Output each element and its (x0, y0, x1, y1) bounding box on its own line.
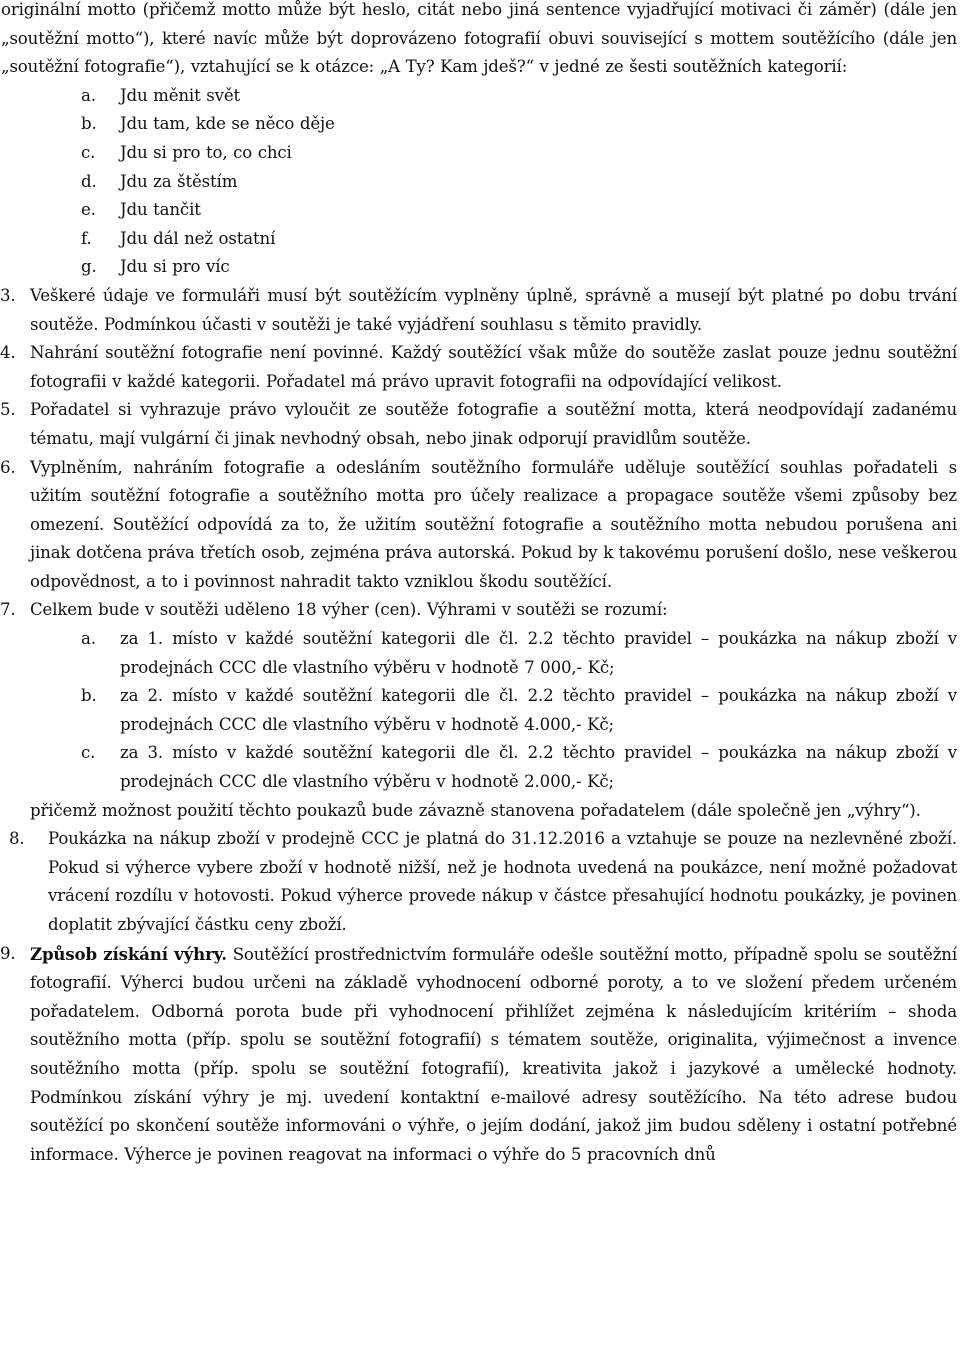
category-letter: a. (81, 85, 96, 105)
prize-item (0, 739, 957, 796)
prize-letter: c. (81, 743, 96, 763)
category-item (0, 110, 957, 139)
category-item (0, 196, 957, 225)
category-letter: f. (81, 228, 92, 248)
category-text: Jdu za štěstím (120, 171, 238, 191)
rule-text: Pořadatel si vyhrazuje právo vyloučit ze soutěže fotografie a soutěžní motta, která neodpovídají zadanému tématu, mají vulgární či jinak nevhodný obsah, nebo jinak odporují pravidlům soutěže. (30, 400, 957, 448)
rule-item-3 (0, 282, 957, 339)
rule-item-8 (0, 825, 957, 939)
rule-text: Veškeré údaje ve formuláři musí být soutěžícím vyplněny úplně, správně a musejí být platné po dobu trvání soutěže. Podmínkou účasti v soutěži je také vyjádření souhlasu s těmito pravidly. (30, 285, 957, 334)
prize-text: za 2. místo v každé soutěžní kategorii dle čl. 2.2 těchto pravidel – poukázka na nákup zboží v prodejnách CCC dle vlastního výběru v hodnotě 4.000,- Kč; (120, 686, 957, 734)
rule-number: 8. (9, 829, 25, 849)
rule-number: 3. (0, 285, 16, 305)
category-item (0, 168, 957, 197)
category-letter: c. (81, 142, 96, 162)
category-item (0, 139, 957, 168)
prize-text: za 3. místo v každé soutěžní kategorii dle čl. 2.2 těchto pravidel – poukázka na nákup zboží v prodejnách CCC dle vlastního výběru v hodnotě 2.000,- Kč; (120, 743, 957, 792)
prize-item (0, 682, 957, 739)
rule-item-5 (0, 396, 957, 453)
category-letter: d. (81, 171, 97, 191)
category-item (0, 225, 957, 254)
category-text: Jdu si pro to, co chci (120, 142, 292, 162)
intro-paragraph: originální motto (přičemž motto může být heslo, citát nebo jiná sentence vyjadřující motivaci či záměr) (dále jen „soutěžní motto“), které navíc může být doprovázeno fotografií obuvi související s mottem soutěžícího (dále jen „soutěžní fotografie“), vztahující se k otázce: „A Ty? Kam jdeš?“ v jedné ze šesti soutěžních kategorií: (1, 0, 957, 77)
rule-item-6 (0, 454, 957, 597)
category-item (0, 253, 957, 282)
rule-item-9 (0, 940, 957, 1170)
prize-letter: b. (81, 686, 97, 706)
rule-number: 7. (0, 600, 16, 620)
category-letter: b. (81, 114, 97, 134)
prize-letter: a. (81, 629, 96, 649)
category-list (0, 82, 957, 282)
rule-item-4 (0, 339, 957, 396)
category-item (0, 82, 957, 111)
category-letter: e. (81, 200, 96, 220)
rule-text: Soutěžící prostřednictvím formuláře odešle soutěžní motto, případně spolu se soutěžní fotografií. Výherci budou určeni na základě vyhodnocení odborné poroty, a to ve složení předem určeném pořadatelem. Odborná porota bude při vyhodnocení přihlížet zejména k následujícím kritériím – shoda soutěžního motta (příp. spolu se soutěžní fotografií) s tématem soutěže, originalita, výjimečnost a invence soutěžního motta (příp. spolu se soutěžní fotografií), kreativita jakož i jazykové a umělecké hodnoty. Podmínkou získání výhry je mj. uvedení kontaktní e-mailové adresy soutěžícího. Na této adrese budou soutěžící po skončení soutěže informováni o výhře, o jejím dodání, jakož jim budou sděleny i ostatní potřebné informace. Výherce je povinen reagovat na informaci o výhře do 5 pracovních dnů (30, 944, 957, 1164)
rule-number: 9. (0, 943, 16, 963)
rule-number: 6. (0, 457, 16, 477)
category-letter: g. (81, 257, 97, 277)
category-text: Jdu tančit (120, 200, 201, 220)
category-text: Jdu tam, kde se něco děje (120, 114, 335, 134)
rule-text: Vyplněním, nahráním fotografie a odesláním soutěžního formuláře uděluje soutěžící souhlas pořadateli s užitím soutěžní fotografie a soutěžního motta pro účely realizace a propagace soutěže všemi způsoby bez omezení. Soutěžící odpovídá za to, že užitím soutěžní fotografie a soutěžního motta nebudou porušena ani jinak dotčena práva třetích osob, zejména práva autorská. Pokud by k takovému porušení došlo, nese veškerou odpovědnost, a to i povinnost nahradit takto vzniklou škodu soutěžící. (30, 457, 957, 591)
category-text: Jdu dál než ostatní (120, 228, 276, 248)
prize-item (0, 625, 957, 682)
prize-text: za 1. místo v každé soutěžní kategorii dle čl. 2.2 těchto pravidel – poukázka na nákup zboží v prodejnách CCC dle vlastního výběru v hodnotě 7 000,- Kč; (120, 629, 957, 677)
rule-text: Nahrání soutěžní fotografie není povinné. Každý soutěžící však může do soutěže zaslat pouze jednu soutěžní fotografii v každé kategorii. Pořadatel má právo upravit fotografii na odpovídající velikost. (30, 343, 957, 391)
category-text: Jdu měnit svět (120, 85, 241, 105)
rule-number: 5. (0, 400, 16, 420)
rule-item-7 (0, 596, 957, 625)
prize-tail-text: přičemž možnost použití těchto poukazů bude závazně stanovena pořadatelem (dále společně jen „výhry“). (30, 800, 921, 820)
category-text: Jdu si pro víc (120, 257, 230, 277)
rule-text: Celkem bude v soutěži uděleno 18 výher (cen). Výhrami v soutěži se rozumí: (30, 600, 668, 620)
rule-text: Poukázka na nákup zboží v prodejně CCC je platná do 31.12.2016 a vztahuje se pouze na nezlevněné zboží. Pokud si výherce vybere zboží v hodnotě nižší, než je hodnota uvedená na poukázce, není možné požadovat vrácení rozdílu v hotovosti. Pokud výherce provede nákup v částce přesahující hodnotu poukázky, je povinen doplatit zbývající částku ceny zboží. (48, 829, 957, 934)
rule-number: 4. (0, 343, 16, 363)
rule-title: Způsob získání výhry. (30, 943, 227, 964)
